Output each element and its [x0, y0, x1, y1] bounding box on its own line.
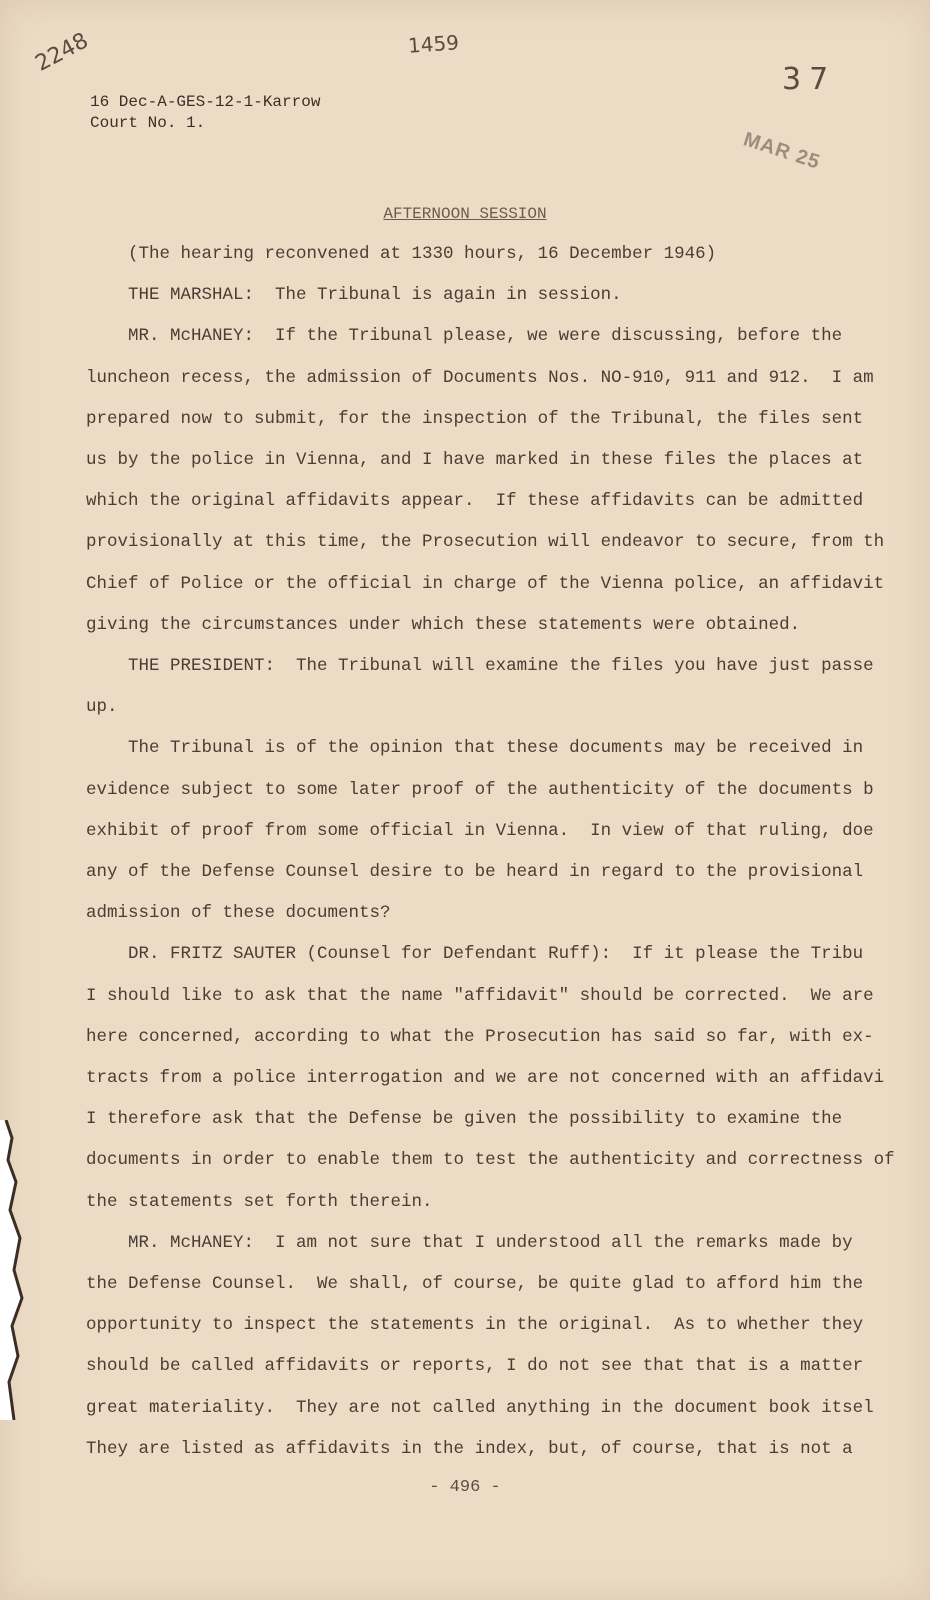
date-stamp: MAR 25	[740, 128, 823, 174]
transcript-line: I therefore ask that the Defense be given the possibility to examine the	[86, 1109, 843, 1129]
transcript-line: documents in order to enable them to test the authenticity and correctness of	[86, 1150, 895, 1170]
page-number: - 496 -	[429, 1478, 501, 1497]
transcript-line: THE MARSHAL: The Tribunal is again in session.	[86, 285, 622, 305]
transcript-line: evidence subject to some later proof of the authenticity of the documents b	[86, 780, 874, 800]
transcript-line: any of the Defense Counsel desire to be heard in regard to the provisional	[86, 862, 864, 882]
transcript-line: prepared now to submit, for the inspection of the Tribunal, the files sent	[86, 409, 864, 429]
header-reference: 16 Dec-A-GES-12-1-Karrow	[90, 93, 321, 111]
transcript-line: They are listed as affidavits in the index, but, of course, that is not a	[86, 1439, 853, 1459]
transcript-line: exhibit of proof from some official in Vienna. In view of that ruling, doe	[86, 821, 874, 841]
transcript-line: opportunity to inspect the statements in the original. As to whether they	[86, 1315, 864, 1335]
handwritten-number-top-right: 37	[782, 62, 837, 97]
document-header	[90, 92, 320, 134]
transcript-line: here concerned, according to what the Prosecution has said so far, with ex-	[86, 1027, 874, 1047]
transcript-line: (The hearing reconvened at 1330 hours, 16 December 1946)	[86, 244, 717, 264]
session-title-text: AFTERNOON SESSION	[383, 205, 547, 223]
transcript-line: The Tribunal is of the opinion that these documents may be received in	[86, 738, 864, 758]
handwritten-number-top-left: 2248	[31, 28, 93, 77]
transcript-line: the Defense Counsel. We shall, of course, be quite glad to afford him the	[86, 1274, 864, 1294]
transcript-line: should be called affidavits or reports, I do not see that that is a matter	[86, 1356, 864, 1376]
transcript-line: MR. McHANEY: I am not sure that I understood all the remarks made by	[86, 1233, 853, 1253]
transcript-line: I should like to ask that the name "affidavit" should be corrected. We are	[86, 986, 874, 1006]
transcript-line: MR. McHANEY: If the Tribunal please, we were discussing, before the	[86, 326, 843, 346]
torn-edge	[0, 1120, 26, 1420]
transcript-line: provisionally at this time, the Prosecution will endeavor to secure, from th	[86, 532, 885, 552]
transcript-line: the statements set forth therein.	[86, 1192, 433, 1212]
transcript-line: giving the circumstances under which these statements were obtained.	[86, 615, 801, 635]
header-court: Court No. 1.	[90, 114, 206, 132]
transcript-line: us by the police in Vienna, and I have marked in these files the places at	[86, 450, 864, 470]
transcript-line: DR. FRITZ SAUTER (Counsel for Defendant Ruff): If it please the Tribu	[86, 944, 864, 964]
transcript-line: Chief of Police or the official in charge of the Vienna police, an affidavit	[86, 574, 885, 594]
session-title	[0, 205, 930, 223]
transcript-line: great materiality. They are not called anything in the document book itsel	[86, 1398, 874, 1418]
transcript-line: THE PRESIDENT: The Tribunal will examine the files you have just passe	[86, 656, 874, 676]
transcript-line: which the original affidavits appear. If these affidavits can be admitted	[86, 491, 864, 511]
transcript-line: tracts from a police interrogation and we are not concerned with an affidavi	[86, 1068, 885, 1088]
handwritten-number-top-center: 1459	[407, 30, 460, 58]
transcript-line: luncheon recess, the admission of Documents Nos. NO-910, 911 and 912. I am	[86, 368, 874, 388]
transcript-line: up.	[86, 697, 118, 717]
transcript-line: admission of these documents?	[86, 903, 391, 923]
